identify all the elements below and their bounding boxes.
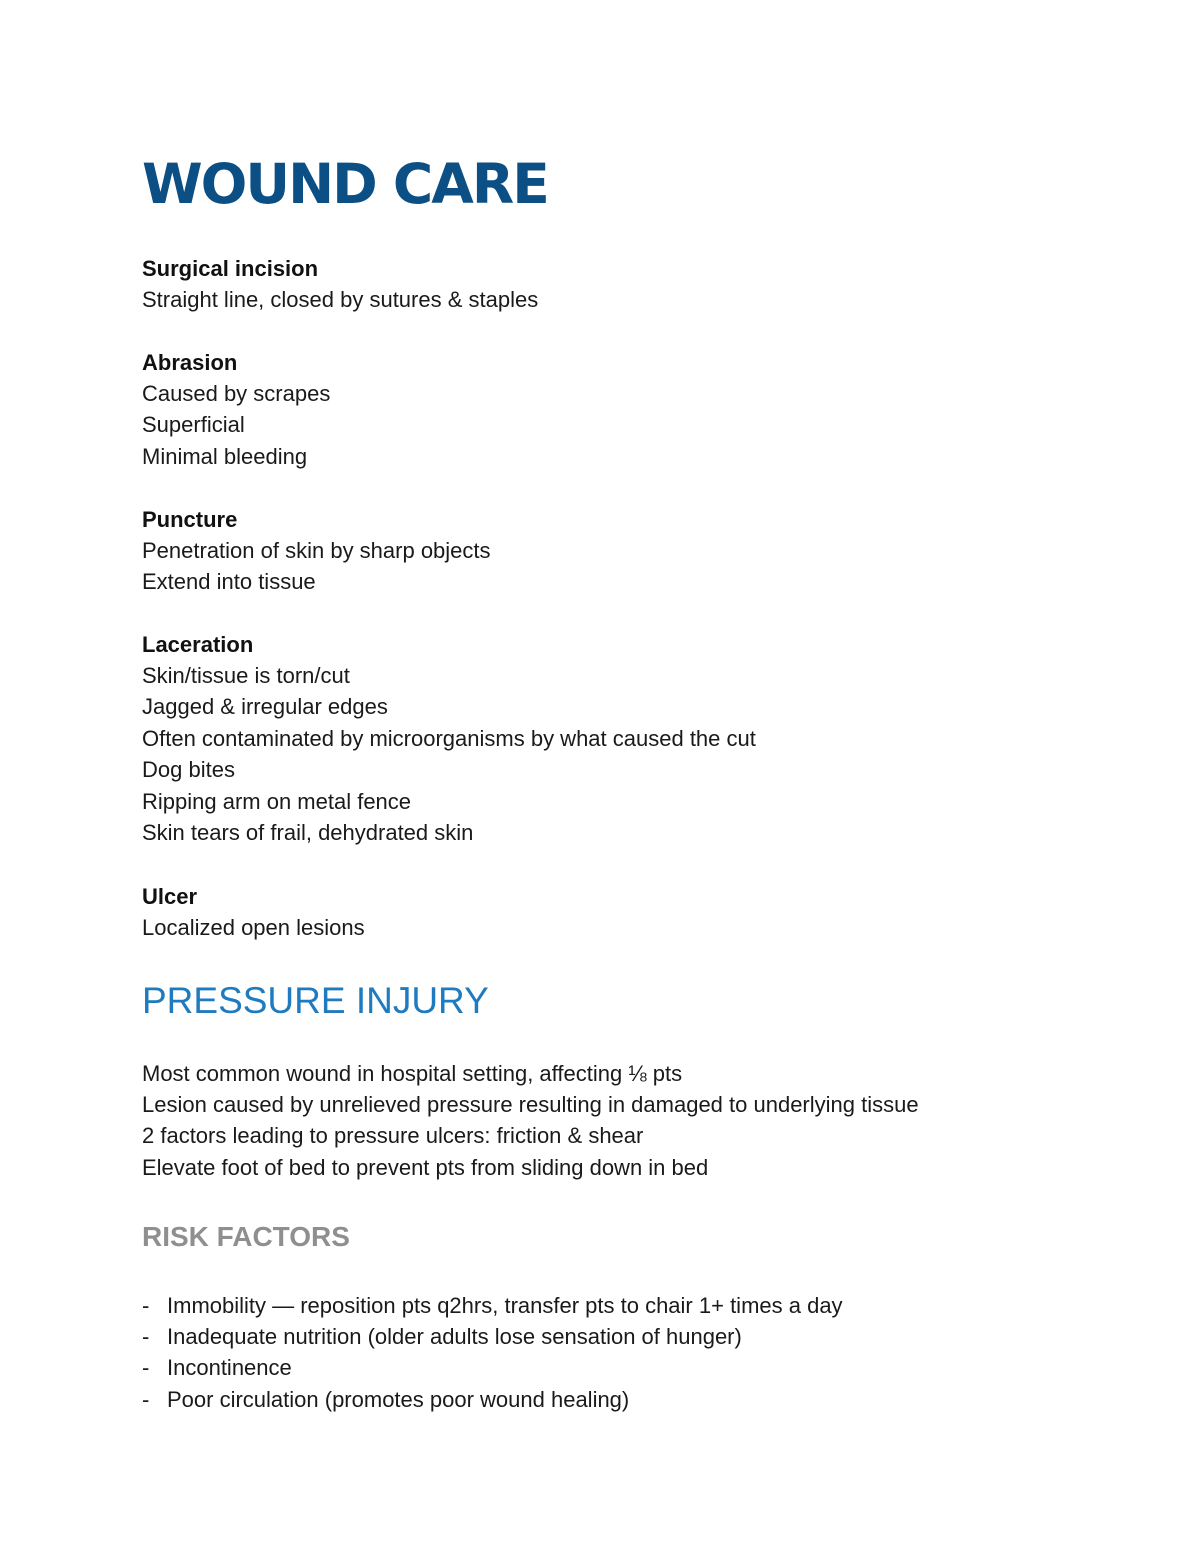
list-item: [142, 1384, 843, 1415]
risk-factors-list: [142, 1290, 843, 1415]
wound-type-heading: Surgical incision: [142, 256, 319, 281]
risk-factor-text: Immobility — reposition pts q2hrs, transfer pts to chair 1+ times a day: [167, 1293, 843, 1318]
wound-type-line: Penetration of skin by sharp objects: [142, 538, 491, 563]
list-item: [142, 1321, 843, 1352]
pressure-injury-line: Lesion caused by unrelieved pressure resulting in damaged to underlying tissue: [142, 1092, 919, 1118]
wound-type-line: Often contaminated by microorganisms by what caused the cut: [142, 725, 756, 751]
wound-type-line: Localized open lesions: [142, 915, 365, 940]
pressure-injury-line: Elevate foot of bed to prevent pts from sliding down in bed: [142, 1154, 709, 1180]
wound-type-line: Extend into tissue: [142, 569, 316, 595]
pressure-injury-heading: PRESSURE INJURY: [142, 980, 489, 1021]
wound-type-line: Jagged & irregular edges: [142, 694, 388, 720]
wound-type-line: Dog bites: [142, 757, 235, 783]
wound-type-abrasion: [142, 347, 330, 472]
bullet-dash: -: [142, 1324, 150, 1350]
wound-type-line: Caused by scrapes: [142, 381, 331, 406]
list-item: [142, 1290, 843, 1321]
risk-factors-heading: RISK FACTORS: [142, 1221, 350, 1252]
bullet-dash: -: [142, 1355, 150, 1381]
wound-type-laceration: [142, 629, 756, 848]
risk-factor-text: Incontinence: [167, 1355, 292, 1381]
risk-factor-text: Inadequate nutrition (older adults lose sensation of hunger): [167, 1324, 742, 1350]
pressure-injury-notes: [142, 1058, 919, 1183]
risk-factor-text: Poor circulation (promotes poor wound healing): [167, 1386, 630, 1412]
wound-type-heading: Laceration: [142, 632, 254, 657]
wound-type-surgical-incision: [142, 253, 538, 315]
pressure-injury-line: 2 factors leading to pressure ulcers: friction & shear: [142, 1123, 644, 1149]
wound-type-line: Minimal bleeding: [142, 443, 308, 469]
wound-type-ulcer: [142, 881, 365, 943]
pressure-injury-line: Most common wound in hospital setting, affecting ⅛ pts: [142, 1061, 683, 1086]
wound-type-line: Ripping arm on metal fence: [142, 788, 412, 814]
bullet-dash: -: [142, 1293, 150, 1318]
wound-type-line: Skin/tissue is torn/cut: [142, 663, 350, 688]
wound-type-line: Superficial: [142, 412, 245, 438]
wound-type-line: Skin tears of frail, dehydrated skin: [142, 820, 474, 846]
wound-type-line: Straight line, closed by sutures & staples: [142, 287, 539, 312]
list-item: [142, 1352, 843, 1383]
page-title: WOUND CARE: [142, 152, 548, 216]
wound-type-heading: Puncture: [142, 507, 238, 532]
wound-type-puncture: [142, 504, 491, 598]
bullet-dash: -: [142, 1386, 150, 1412]
wound-type-heading: Abrasion: [142, 350, 238, 375]
wound-type-heading: Ulcer: [142, 884, 198, 909]
